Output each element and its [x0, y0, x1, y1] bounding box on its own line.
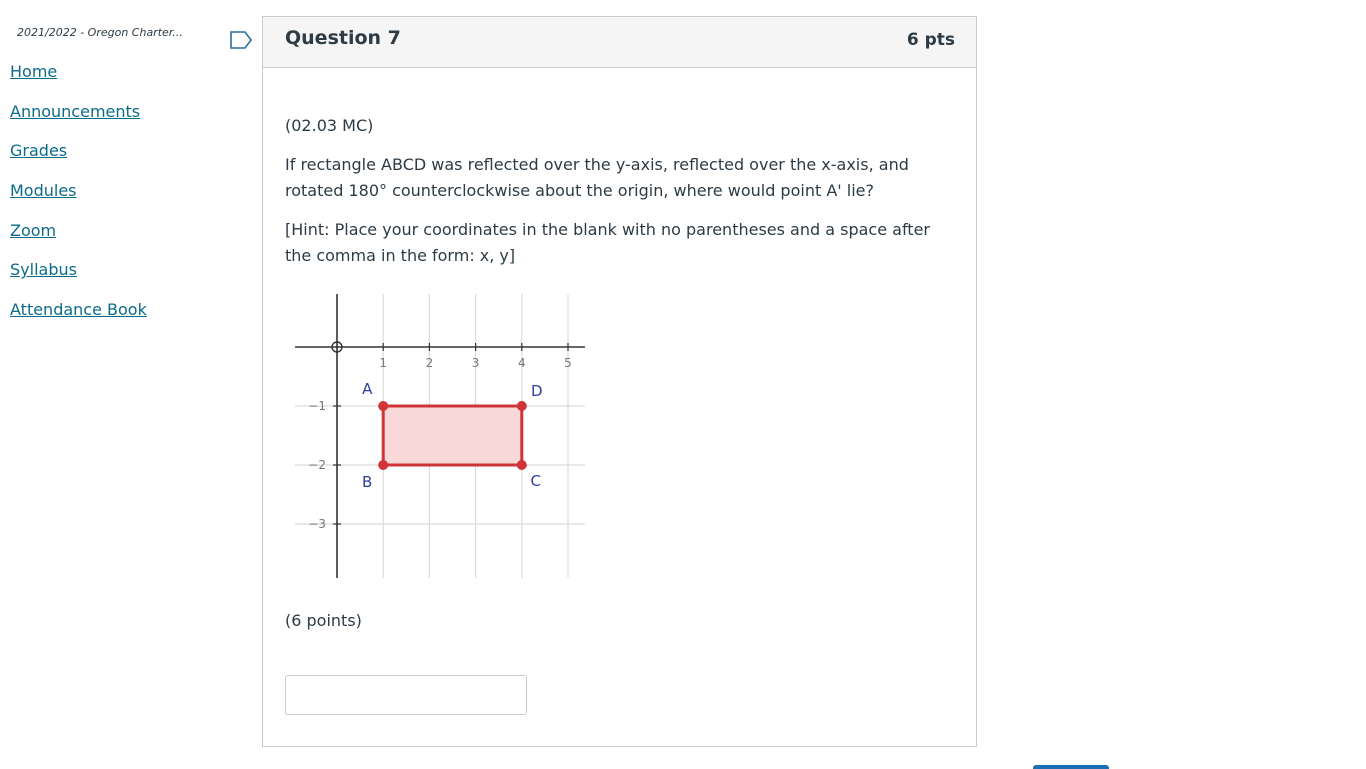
question-prompt: If rectangle ABCD was reflected over the y-axis, reflected over the x-axis, and rotated 180° counterclockwise about the origin, where would point A' lie?: [285, 155, 909, 200]
x-tick-label: 2: [425, 356, 434, 370]
point-d-marker: [517, 401, 527, 411]
point-a-marker: [378, 401, 388, 411]
next-button-edge[interactable]: [1033, 765, 1109, 769]
nav-item-modules: [10, 181, 147, 221]
nav-link-zoom[interactable]: Zoom: [10, 220, 57, 240]
course-title[interactable]: 2021/2022 - Oregon Charter...: [17, 26, 183, 39]
nav-item-zoom: [10, 221, 147, 261]
nav-item-home: [10, 62, 147, 102]
question-body: [285, 113, 945, 282]
point-b-marker: [378, 460, 388, 470]
bookmark-icon[interactable]: [229, 30, 253, 50]
nav-item-attendance-book: [10, 300, 147, 340]
point-a-label: A: [362, 380, 373, 398]
coordinate-graph: [285, 294, 585, 582]
rectangle-shape: [383, 406, 522, 465]
nav-link-home[interactable]: Home: [10, 62, 58, 81]
x-tick-label: 4: [517, 356, 526, 370]
nav-link-announcements[interactable]: Announcements: [10, 101, 141, 121]
question-card: [262, 16, 977, 747]
nav-item-grades: [10, 141, 147, 181]
question-points: 6 pts: [906, 30, 955, 50]
answer-input[interactable]: [285, 675, 527, 715]
nav-item-syllabus: [10, 260, 147, 300]
y-tick-label: −2: [308, 458, 326, 472]
points-text: (6 points): [285, 611, 362, 630]
rectangle-abcd: [378, 401, 527, 470]
x-tick-label: 1: [379, 356, 388, 370]
course-nav: [10, 62, 147, 340]
point-d-label: D: [531, 382, 543, 400]
question-code: (02.03 MC): [285, 116, 374, 135]
point-b-label: B: [362, 473, 373, 491]
question-hint: [Hint: Place your coordinates in the blank with no parentheses and a space after the comma in the form: x, y]: [285, 220, 930, 265]
nav-link-modules[interactable]: Modules: [10, 181, 77, 201]
point-c-marker: [517, 460, 527, 470]
nav-link-grades[interactable]: Grades: [10, 141, 68, 161]
nav-link-attendance-book[interactable]: Attendance Book: [10, 300, 147, 320]
question-header: [263, 17, 976, 68]
y-tick-label: −3: [308, 517, 326, 531]
y-tick-label: −1: [308, 399, 326, 413]
point-c-label: C: [530, 472, 542, 490]
question-title: Question 7: [285, 27, 401, 49]
nav-link-syllabus[interactable]: Syllabus: [10, 260, 77, 280]
x-tick-label: 5: [564, 356, 572, 370]
x-tick-label: 3: [471, 356, 480, 370]
nav-item-announcements: [10, 102, 147, 142]
